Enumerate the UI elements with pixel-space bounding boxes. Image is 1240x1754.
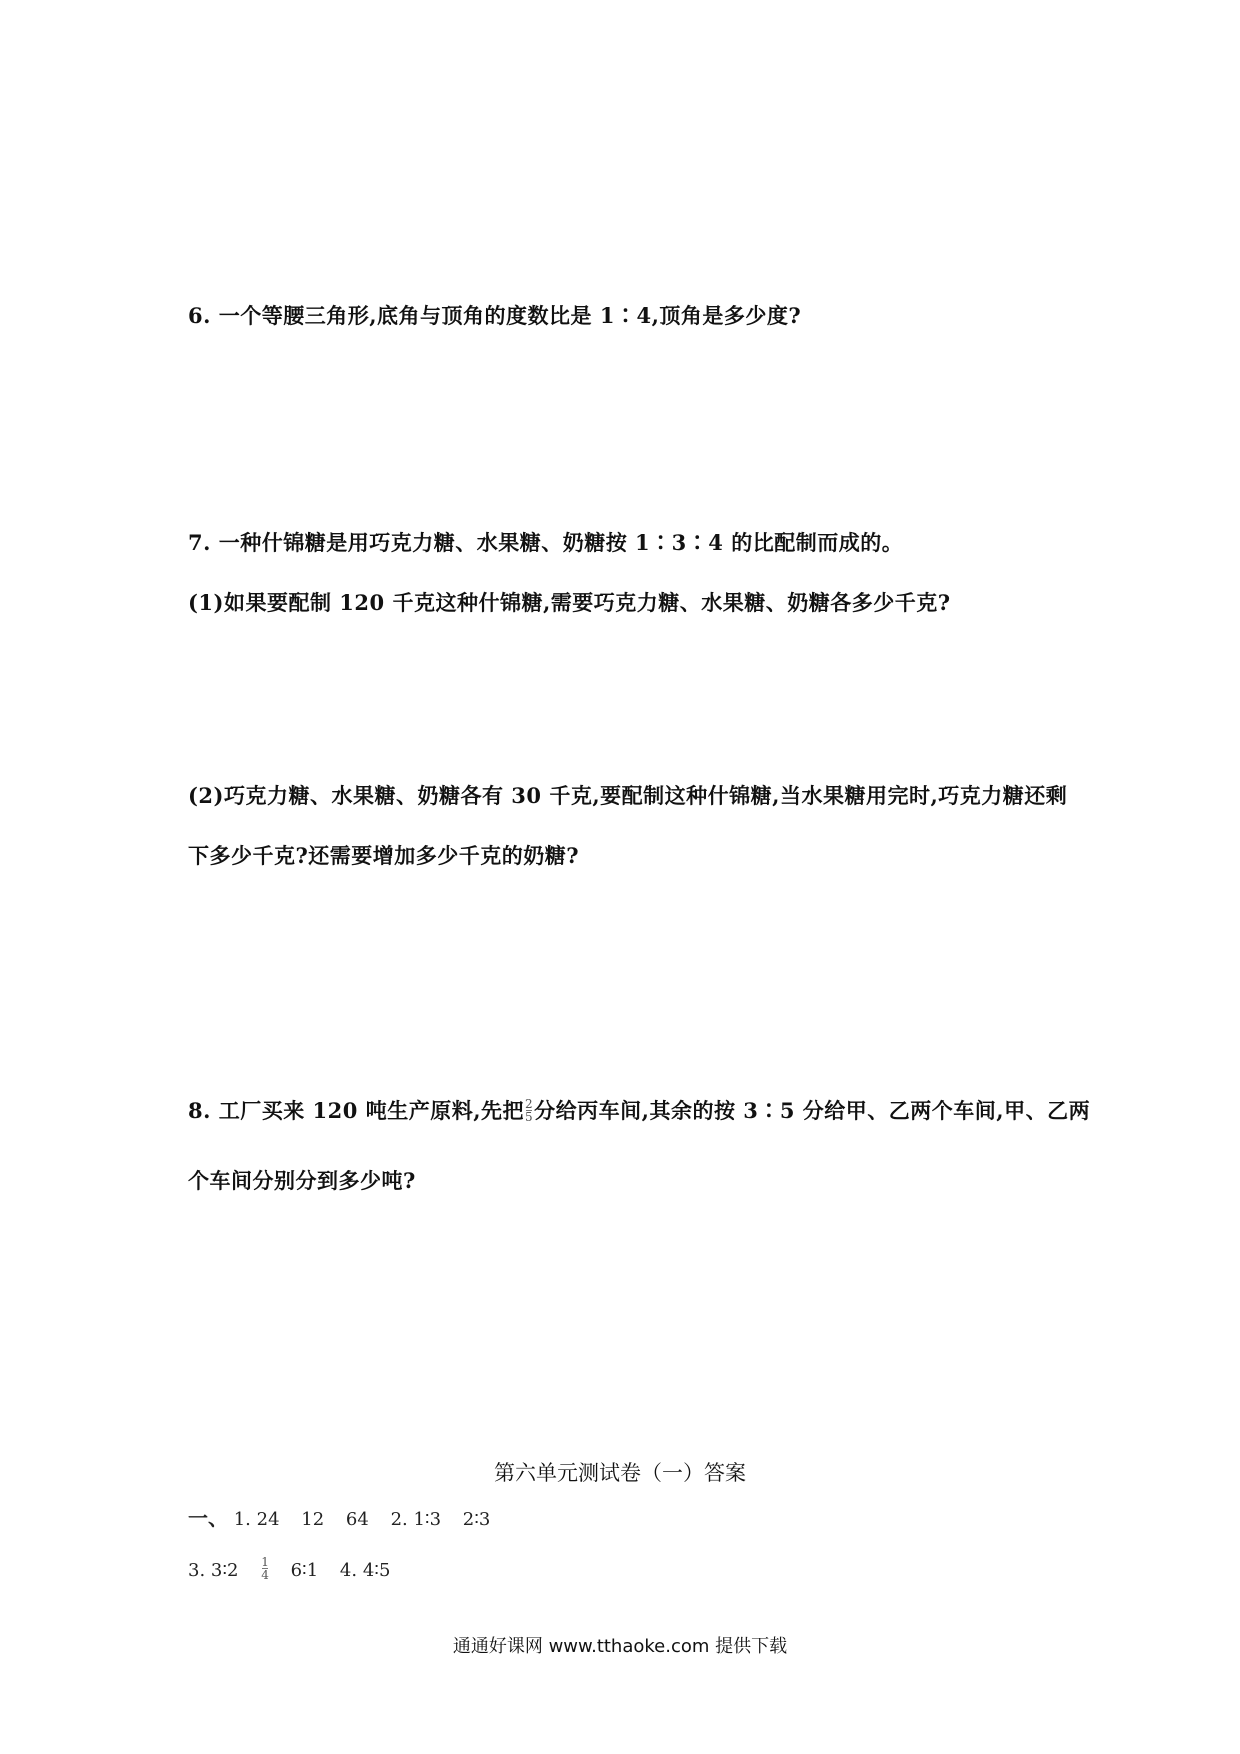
question-8-line-2: 个车间分别分到多少吨? — [188, 1168, 416, 1193]
question-8-text-after: 分给丙车间,其余的按 3∶5 分给甲、乙两个车间,甲、乙两 — [534, 1098, 1091, 1123]
answer-row-2 — [188, 1555, 406, 1583]
answer-item: 64 — [345, 1509, 369, 1530]
fraction-numerator: 1 — [261, 1555, 269, 1569]
answer-item: 6∶1 — [290, 1559, 319, 1581]
answer-section-lead: 一、 — [188, 1506, 228, 1530]
answer-item: 2. 1∶3 — [390, 1509, 442, 1530]
question-7-part-2-line-2: 下多少千克?还需要增加多少千克的奶糖? — [188, 843, 580, 868]
fraction-two-fifths — [525, 1098, 533, 1123]
answer-item: 1. 24 — [233, 1509, 280, 1530]
answer-item: 4. 4∶5 — [339, 1559, 391, 1581]
answer-item: 3. 3∶2 — [188, 1559, 239, 1581]
question-7-part-2-line-1: (2)巧克力糖、水果糖、奶糖各有 30 千克,要配制这种什锦糖,当水果糖用完时,巧克力糖还剩 — [188, 783, 1068, 808]
question-7: 7. 一种什锦糖是用巧克力糖、水果糖、奶糖按 1∶3∶4 的比配制而成的。 — [188, 530, 904, 555]
answer-row-1 — [188, 1502, 506, 1531]
question-8-line-1 — [188, 1095, 1090, 1125]
fraction-denominator: 4 — [261, 1568, 269, 1582]
answer-item: 2∶3 — [462, 1509, 491, 1530]
footer-credit: 通通好课网 www.tthaoke.com 提供下载 — [452, 1636, 788, 1657]
question-7-part-1: (1)如果要配制 120 千克这种什锦糖,需要巧克力糖、水果糖、奶糖各多少千克? — [188, 590, 951, 615]
question-8-text-before: 8. 工厂买来 120 吨生产原料,先把 — [188, 1098, 525, 1123]
answer-title: 第六单元测试卷（一）答案 — [494, 1461, 746, 1485]
fraction-one-quarter — [261, 1556, 269, 1581]
fraction-denominator: 5 — [525, 1110, 534, 1124]
fraction-numerator: 2 — [525, 1097, 534, 1111]
answer-item: 12 — [301, 1509, 325, 1530]
question-6: 6. 一个等腰三角形,底角与顶角的度数比是 1∶4,顶角是多少度? — [188, 303, 802, 328]
